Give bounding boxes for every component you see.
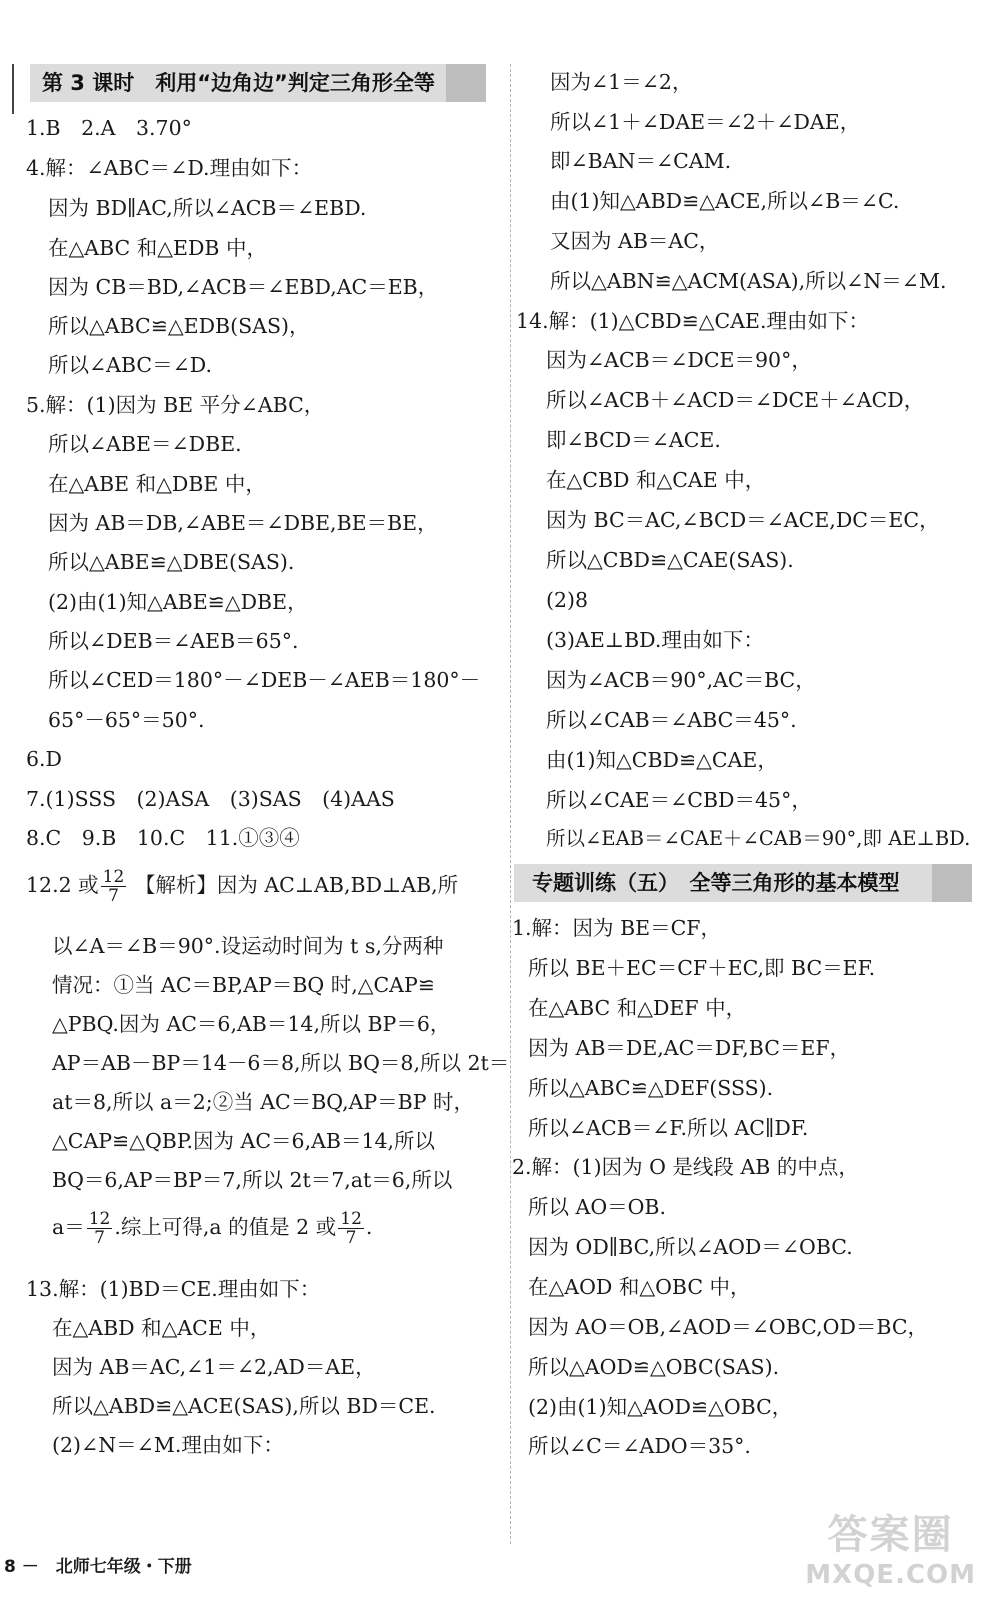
answer-line: 因为 OD∥BC,所以∠AOD＝∠OBC. [528, 1235, 853, 1259]
fraction-numerator: 12 [340, 1209, 362, 1229]
answer-line: 所以 BE＋EC＝CF＋EC,即 BC＝EF. [528, 956, 876, 980]
watermark-logo-text: 答案圈 [827, 1512, 954, 1558]
q12-prefix: 12.2 或 [26, 873, 99, 897]
answer-line: 所以∠CED＝180°－∠DEB－∠AEB＝180°－ [48, 668, 481, 692]
answer-line: 2.解：(1)因为 O 是线段 AB 的中点， [512, 1155, 859, 1179]
answer-line: 所以△ABC≌△DEF(SSS). [528, 1076, 774, 1100]
answer-line: △PBQ.因为 AC＝6,AB＝14,所以 BP＝6， [52, 1012, 451, 1036]
answer-line: 4.解：∠ABC＝∠D.理由如下： [26, 156, 313, 180]
fraction [87, 1210, 113, 1247]
answer-line: 在△CBD 和△CAE 中， [546, 468, 766, 492]
answer-line: 所以∠DEB＝∠AEB＝65°. [48, 629, 299, 653]
watermark-url: MXQE.COM [805, 1560, 976, 1590]
column-divider [510, 64, 511, 1544]
answer-line: 8.C 9.B 10.C 11.①③④ [26, 826, 300, 850]
answer-line: 所以△ABE≌△DBE(SAS). [48, 550, 295, 574]
answer-line: 14.解：(1)△CBD≌△CAE.理由如下： [516, 309, 870, 333]
answer-line: (2)8 [546, 588, 589, 612]
answer-line: 因为 BC＝AC,∠BCD＝∠ACE,DC＝EC， [546, 508, 940, 532]
answer-line: 所以∠1＋∠DAE＝∠2＋∠DAE， [550, 110, 861, 134]
answer-line: 所以△AOD≌△OBC(SAS). [528, 1355, 780, 1379]
answer-line: 又因为 AB＝AC， [550, 229, 720, 253]
answer-line: 因为 CB＝BD,∠ACB＝∠EBD,AC＝EB， [48, 275, 439, 299]
topic-banner-title: 专题训练（五） 全等三角形的基本模型 [532, 871, 900, 895]
answer-line: 所以△ABD≌△ACE(SAS),所以 BD＝CE. [52, 1394, 436, 1418]
answer-line: 因为∠ACB＝90°,AC＝BC， [546, 668, 816, 692]
eq-label: a＝ [52, 1215, 85, 1239]
answer-line: 所以∠C＝∠ADO＝35°. [528, 1434, 751, 1458]
conclusion-text: 综上可得,a 的值是 2 或 [120, 1215, 337, 1239]
answer-line: 因为∠ACB＝∠DCE＝90°， [546, 348, 812, 372]
answer-line: 因为 AO＝OB,∠AOD＝∠OBC,OD＝BC， [528, 1315, 929, 1339]
answer-line: 6.D [26, 747, 62, 771]
answer-line: 即∠BAN＝∠CAM. [550, 149, 732, 173]
site-watermark [805, 1503, 976, 1590]
answer-line: 1.解：因为 BE＝CF， [512, 916, 722, 940]
answer-line: 所以 AO＝OB. [528, 1195, 667, 1219]
answer-line: 所以△CBD≌△CAE(SAS). [546, 548, 794, 572]
answer-line: 所以∠ABE＝∠DBE. [48, 432, 242, 456]
fraction [338, 1210, 364, 1247]
answer-line: 因为 AB＝DB,∠ABE＝∠DBE,BE＝BE， [48, 511, 438, 535]
page-footer: 8 － 北师七年级・下册 [4, 1557, 192, 1577]
answer-line: 以∠A＝∠B＝90°.设运动时间为 t s,分两种 [52, 934, 444, 958]
answer-line: 所以∠ACB＋∠ACD＝∠DCE＋∠ACD， [546, 388, 925, 412]
left-margin-mark [12, 64, 14, 114]
answer-line: (2)由(1)知△ABE≌△DBE， [48, 590, 308, 614]
banner-shade [446, 64, 486, 102]
answer-line: 因为 AB＝AC,∠1＝∠2,AD＝AE， [52, 1355, 376, 1379]
answer-line: 5.解：(1)因为 BE 平分∠ABC， [26, 393, 325, 417]
answer-line: 由(1)知△ABD≌△ACE,所以∠B＝∠C. [550, 189, 900, 213]
answer-line: 所以△ABC≌△EDB(SAS)， [48, 314, 310, 338]
answer-line: 所以∠CAE＝∠CBD＝45°， [546, 788, 812, 812]
answer-line: AP＝AB－BP＝14－6＝8,所以 BQ＝8,所以 2t＝ [52, 1051, 510, 1075]
fraction-numerator: 12 [102, 867, 125, 887]
fraction-denominator: 7 [345, 1228, 357, 1248]
q12-analysis: 【解析】因为 AC⊥AB,BD⊥AB,所 [134, 873, 459, 897]
answer-line: 在△ABC 和△EDB 中， [48, 236, 267, 260]
answer-line: 在△ABD 和△ACE 中， [52, 1316, 271, 1340]
answer-line: 所以∠EAB＝∠CAE＋∠CAB＝90°,即 AE⊥BD. [546, 827, 971, 850]
answer-line: 所以△ABN≌△ACM(ASA),所以∠N＝∠M. [550, 269, 947, 293]
answer-line: BQ＝6,AP＝BP＝7,所以 2t＝7,at＝6,所以 [52, 1168, 453, 1192]
answer-line: 所以∠CAB＝∠ABC＝45°. [546, 708, 797, 732]
answer-line: (3)AE⊥BD.理由如下： [546, 628, 764, 652]
answer-line: 所以∠ABC＝∠D. [48, 353, 213, 377]
lesson-banner-title: 第 3 课时 利用“边角边”判定三角形全等 [42, 71, 435, 95]
answer-line: 13.解：(1)BD＝CE.理由如下： [26, 1277, 321, 1301]
answer-line: 1.B 2.A 3.70° [26, 116, 192, 140]
answer-line: 因为∠1＝∠2， [550, 70, 693, 94]
answer-line: 由(1)知△CBD≌△CAE， [546, 748, 778, 772]
fraction-numerator: 12 [88, 1209, 111, 1229]
answer-line: 7.(1)SSS (2)ASA (3)SAS (4)AAS [26, 787, 395, 811]
topic-banner [514, 864, 972, 902]
answer-line: 所以∠ACB＝∠F.所以 AC∥DF. [528, 1116, 809, 1140]
q12-conclusion: a＝ $\frac{12}{7}$ .综上可得,a 的值是 2 或 $\frac{12}{7}$ . [52, 1209, 373, 1248]
answer-line: (2)由(1)知△AOD≌△OBC， [528, 1395, 793, 1419]
q12-line [26, 868, 458, 905]
answer-line: 在△AOD 和△OBC 中， [528, 1275, 751, 1299]
answer-line: 在△ABC 和△DEF 中， [528, 996, 747, 1020]
answer-line: 65°－65°＝50°. [48, 708, 205, 732]
period: . [365, 1215, 373, 1239]
lesson-banner [30, 64, 486, 102]
answer-line: 在△ABE 和△DBE 中， [48, 472, 266, 496]
answer-line: 情况：①当 AC＝BP,AP＝BQ 时,△CAP≌ [52, 973, 435, 997]
answer-line: at＝8,所以 a＝2;②当 AC＝BQ,AP＝BP 时， [52, 1090, 475, 1114]
fraction-denominator: 7 [94, 1228, 105, 1248]
fraction [101, 868, 127, 905]
answer-line: (2)∠N＝∠M.理由如下： [52, 1433, 284, 1457]
answer-line: 因为 AB＝DE,AC＝DF,BC＝EF， [528, 1036, 851, 1060]
banner-shade [932, 864, 972, 902]
answer-line: 即∠BCD＝∠ACE. [546, 428, 721, 452]
answer-line: △CAP≌△QBP.因为 AC＝6,AB＝14,所以 [52, 1129, 436, 1153]
fraction-denominator: 7 [108, 886, 119, 906]
answer-line: 因为 BD∥AC,所以∠ACB＝∠EBD. [48, 196, 367, 220]
